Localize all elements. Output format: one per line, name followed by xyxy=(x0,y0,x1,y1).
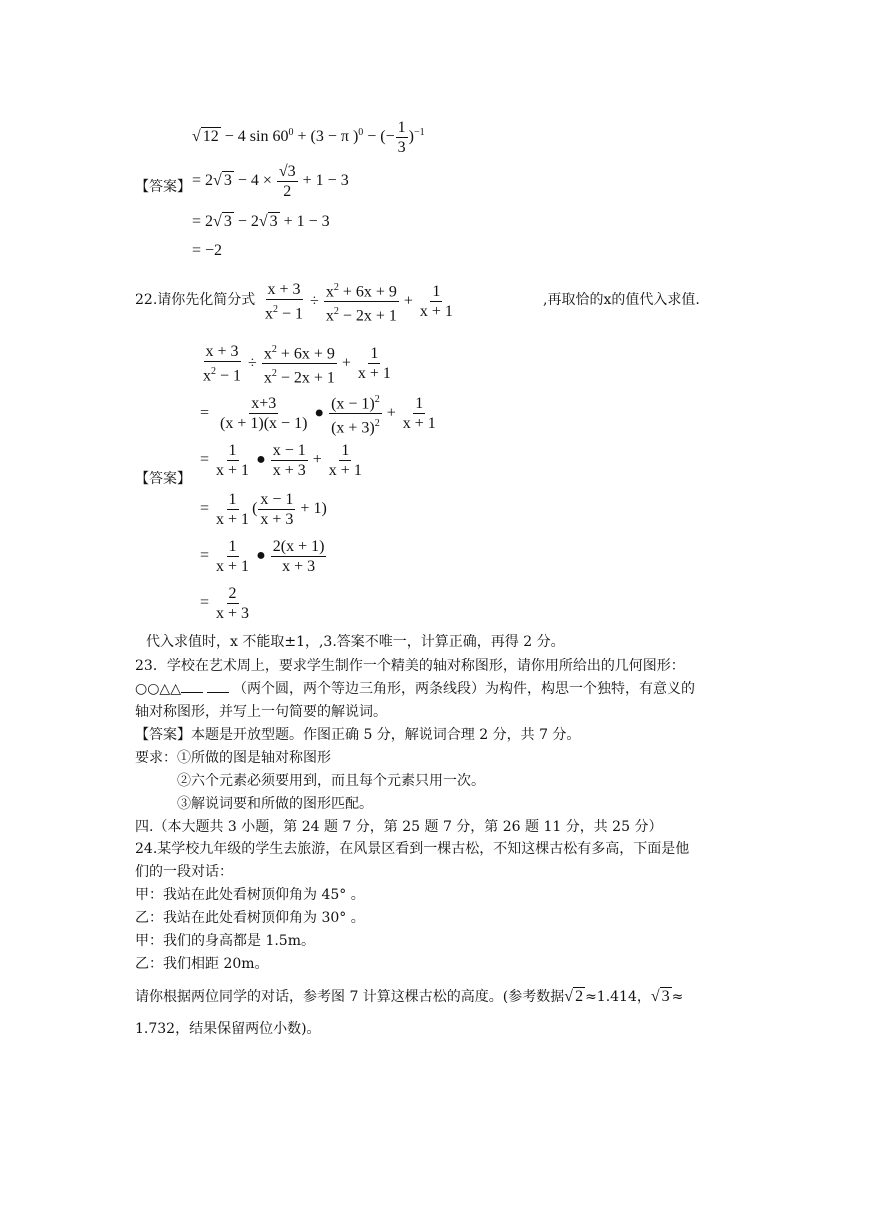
q24-ask-c: ≈ xyxy=(671,989,684,1005)
segment-blank-1 xyxy=(181,680,203,693)
answer-tag-q21: 【答案】 xyxy=(135,179,191,195)
sqrt-2: √ 2 xyxy=(564,988,584,1005)
q22-prompt-expression: $\frac{x + 3}{x^2 - 1}$ ÷ $\frac{x^2 + 6x + 9}{x^2 - 2x + 1}$ + $\frac{1}{x + 1}$ xyxy=(262,278,456,326)
q23-requirement-2: ②六个元素必须要用到，而且每个元素只用一次。 xyxy=(177,773,485,789)
answer-tag-q22: 【答案】 xyxy=(135,471,191,487)
q24-ask-line1 xyxy=(135,988,683,1006)
q24-ask-b: ≈1.414， xyxy=(585,989,651,1005)
q23-answer-text: 本题是开放型题。作图正确 5 分，解说词合理 2 分，共 7 分。 xyxy=(191,727,581,743)
q21-step2: = 2√ 3 − 2√ 3 + 1 − 3 xyxy=(192,213,330,230)
sqrt-3: √ 3 xyxy=(650,988,670,1005)
q24-line2: 们的一段对话： xyxy=(135,864,233,880)
q22-line5: = $\frac{1}{x + 1}$ ● $\frac{2(x + 1)}{x + 3}$ xyxy=(200,538,325,575)
q24-dialog-2: 乙：我站在此处看树顶仰角为 30° 。 xyxy=(135,910,365,926)
q23-answer xyxy=(135,726,580,744)
q21-expression: √ 12 − 4 $\sin 60^0 + (3 - \pi$ )$^0$ − (− $\frac{1}{3}$ )$^{-1}$ xyxy=(192,119,425,156)
q24-ask-a: 请你根据两位同学的对话，参考图 7 计算这棵古松的高度。(参考数据 xyxy=(135,989,565,1005)
q22-prompt-prefix: 22.请你先化简分式 xyxy=(135,292,256,308)
q22-line6: = $\frac{2}{x + 3}$ xyxy=(200,585,250,622)
q23-line1: 23．学校在艺术周上，要求学生制作一个精美的轴对称图形，请你用所给出的几何图形： xyxy=(135,658,685,674)
q23-line2-rest: （两个圆，两个等边三角形，两条线段）为构件，构思一个独特，有意义的 xyxy=(232,681,695,697)
section-four-heading: 四.（本大题共 3 小题，第 24 题 7 分，第 25 题 7 分，第 26 题 11 分，共 25 分） xyxy=(135,819,663,835)
segment-blank-2 xyxy=(207,680,229,693)
q23-requirement-1: 要求：①所做的图是轴对称图形 xyxy=(135,750,331,766)
q23-requirement-3: ③解说词要和所做的图形匹配。 xyxy=(177,796,373,812)
q23-line2 xyxy=(135,680,695,698)
q22-note: 代入求值时，x 不能取±1，,3.答案不唯一，计算正确，再得 2 分。 xyxy=(146,634,565,650)
q24-dialog-4: 乙：我们相距 20m。 xyxy=(135,956,269,972)
q24-line1: 24.某学校九年级的学生去旅游，在风景区看到一棵古松，不知这棵古松有多高，下面是他 xyxy=(135,841,690,857)
q22-line3: = $\frac{1}{x + 1}$ ● $\frac{x - 1}{x + 3}$ + $\frac{1}{x + 1}$ xyxy=(200,442,362,479)
q21-step1: = 2√ 3 − 4 × $\frac{√3}{2}$ + 1 − 3 xyxy=(192,163,349,200)
q24-ask-line2: 1.732，结果保留两位小数)。 xyxy=(135,1021,321,1037)
q21-step3: = −2 xyxy=(192,242,223,259)
q22-prompt-suffix: ,再取恰的x的值代入求值. xyxy=(543,292,700,308)
q23-line3: 轴对称图形，并写上一句简要的解说词。 xyxy=(135,704,387,720)
answer-tag-q23: 【答案】 xyxy=(135,727,191,743)
q22-line1: $\frac{x + 3}{x^2 - 1}$ ÷ $\frac{x^2 + 6x + 9}{x^2 - 2x + 1}$ + $\frac{1}{x + 1}$ xyxy=(200,340,394,388)
q24-dialog-3: 甲：我们的身高都是 1.5m。 xyxy=(135,933,315,949)
q22-line4: = $\frac{1}{x + 1}$ ( $\frac{x - 1}{x + 3}$ + 1) xyxy=(200,491,327,528)
q23-shapes: ○○△△ xyxy=(135,681,181,697)
q22-line2: = $\frac{x+3}{(x + 1)(x - 1)}$ ● $\frac{(x - 1)^2}{(x + 3)^2}$ + $\frac{1}{x + 1}$ xyxy=(200,390,439,438)
q24-dialog-1: 甲：我站在此处看树顶仰角为 45° 。 xyxy=(135,887,365,903)
